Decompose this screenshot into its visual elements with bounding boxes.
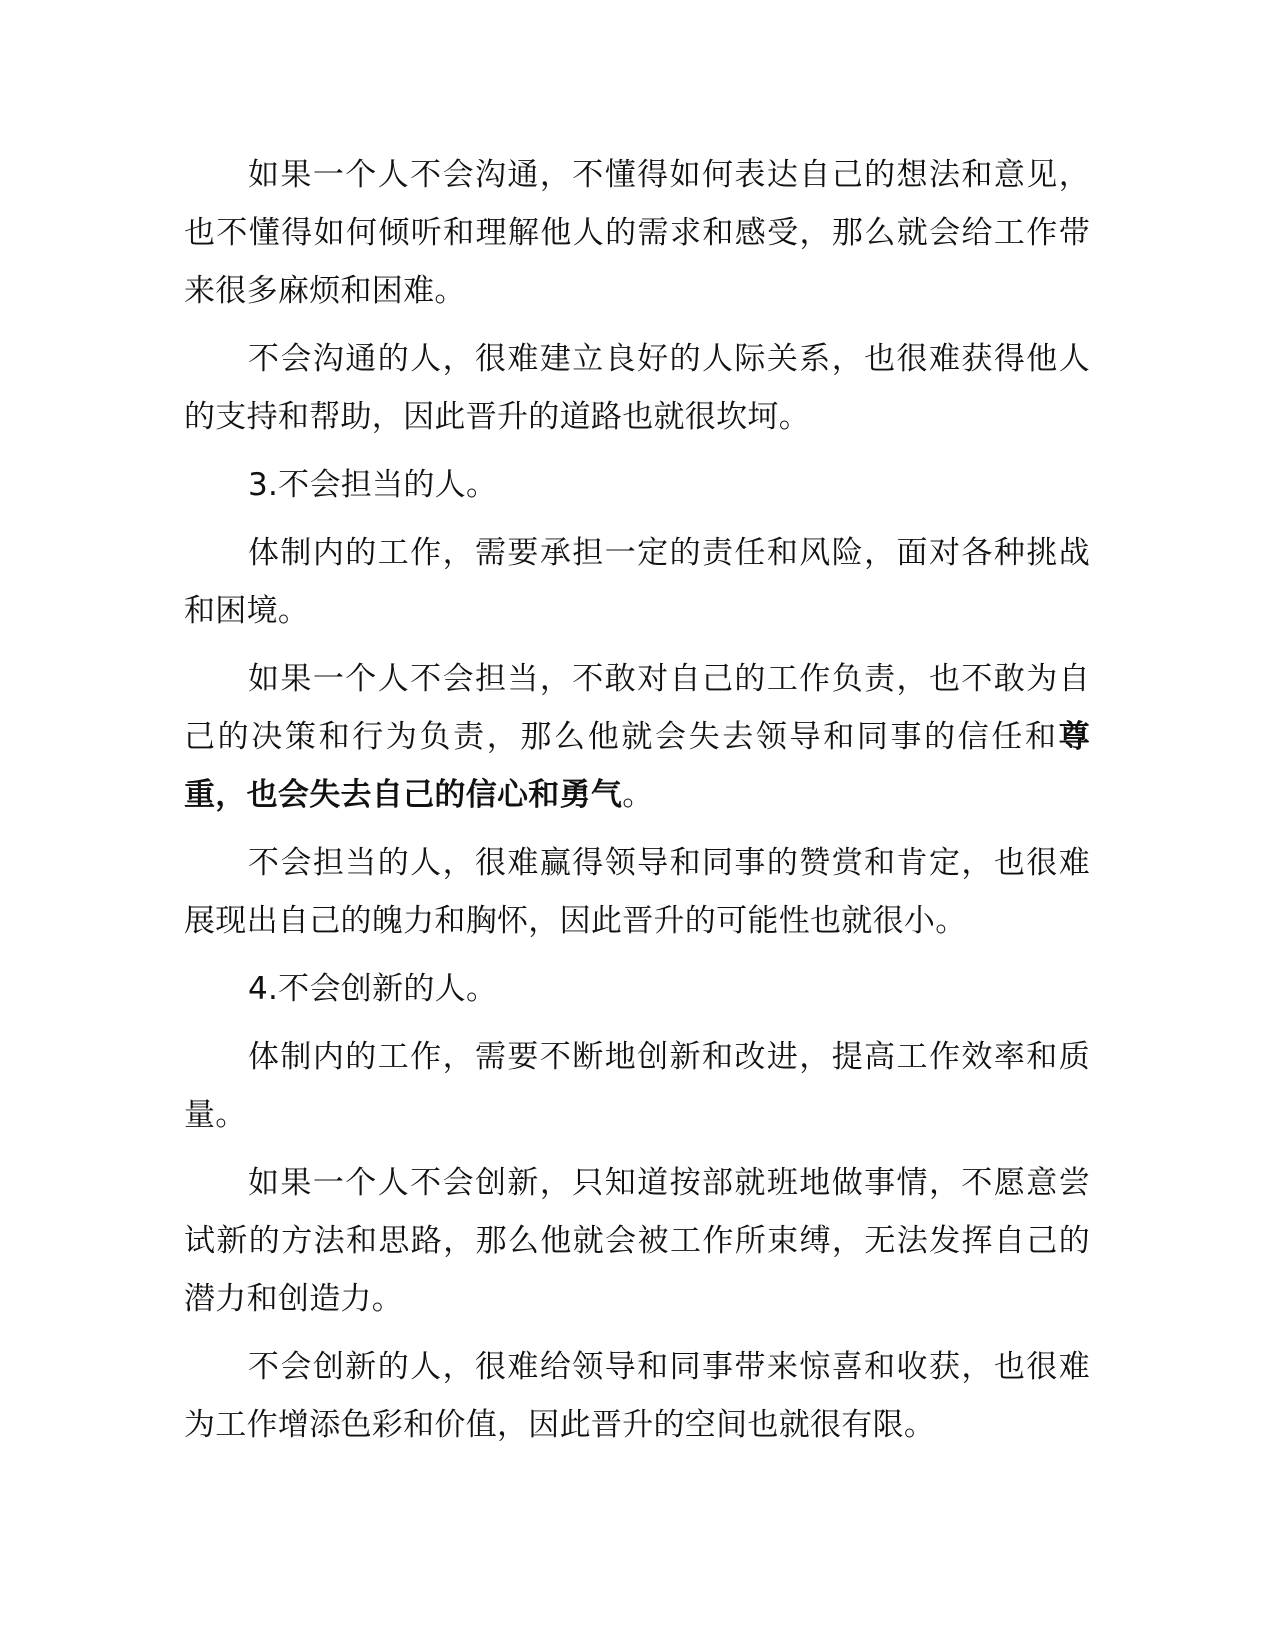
paragraph-responsibility-problem-bold: 尊重，也会失去自己的信心和勇气: [184, 719, 1090, 813]
document-body: [184, 146, 1090, 1464]
paragraph-responsibility-requirement: 体制内的工作，需要承担一定的责任和风险，面对各种挑战和困境。: [184, 535, 1090, 629]
paragraph-responsibility-problem: [184, 650, 1090, 824]
paragraph-responsibility-consequence: 不会担当的人，很难赢得领导和同事的赞赏和肯定，也很难展现出自己的魄力和胸怀，因此晋升的可能性也就很小。: [184, 845, 1090, 939]
paragraph-responsibility-problem-tail: 。: [622, 777, 654, 813]
paragraph-innovation-requirement: 体制内的工作，需要不断地创新和改进，提高工作效率和质量。: [184, 1039, 1090, 1133]
heading-4-no-innovation: 4.不会创新的人。: [248, 971, 498, 1007]
paragraph-innovation-problem: 如果一个人不会创新，只知道按部就班地做事情，不愿意尝试新的方法和思路，那么他就会被工作所束缚，无法发挥自己的潜力和创造力。: [184, 1165, 1090, 1317]
heading-3-no-responsibility: 3.不会担当的人。: [248, 467, 498, 503]
paragraph-responsibility-problem-text: 如果一个人不会担当，不敢对自己的工作负责，也不敢为自己的决策和行为负责，那么他就会失去领导和同事的信任和: [184, 661, 1090, 755]
paragraph-innovation-consequence: 不会创新的人，很难给领导和同事带来惊喜和收获，也很难为工作增添色彩和价值，因此晋升的空间也就很有限。: [184, 1349, 1090, 1443]
paragraph-communication-problem: 如果一个人不会沟通，不懂得如何表达自己的想法和意见，也不懂得如何倾听和理解他人的需求和感受，那么就会给工作带来很多麻烦和困难。: [184, 157, 1090, 309]
paragraph-communication-consequence: 不会沟通的人，很难建立良好的人际关系，也很难获得他人的支持和帮助，因此晋升的道路也就很坎坷。: [184, 341, 1090, 435]
